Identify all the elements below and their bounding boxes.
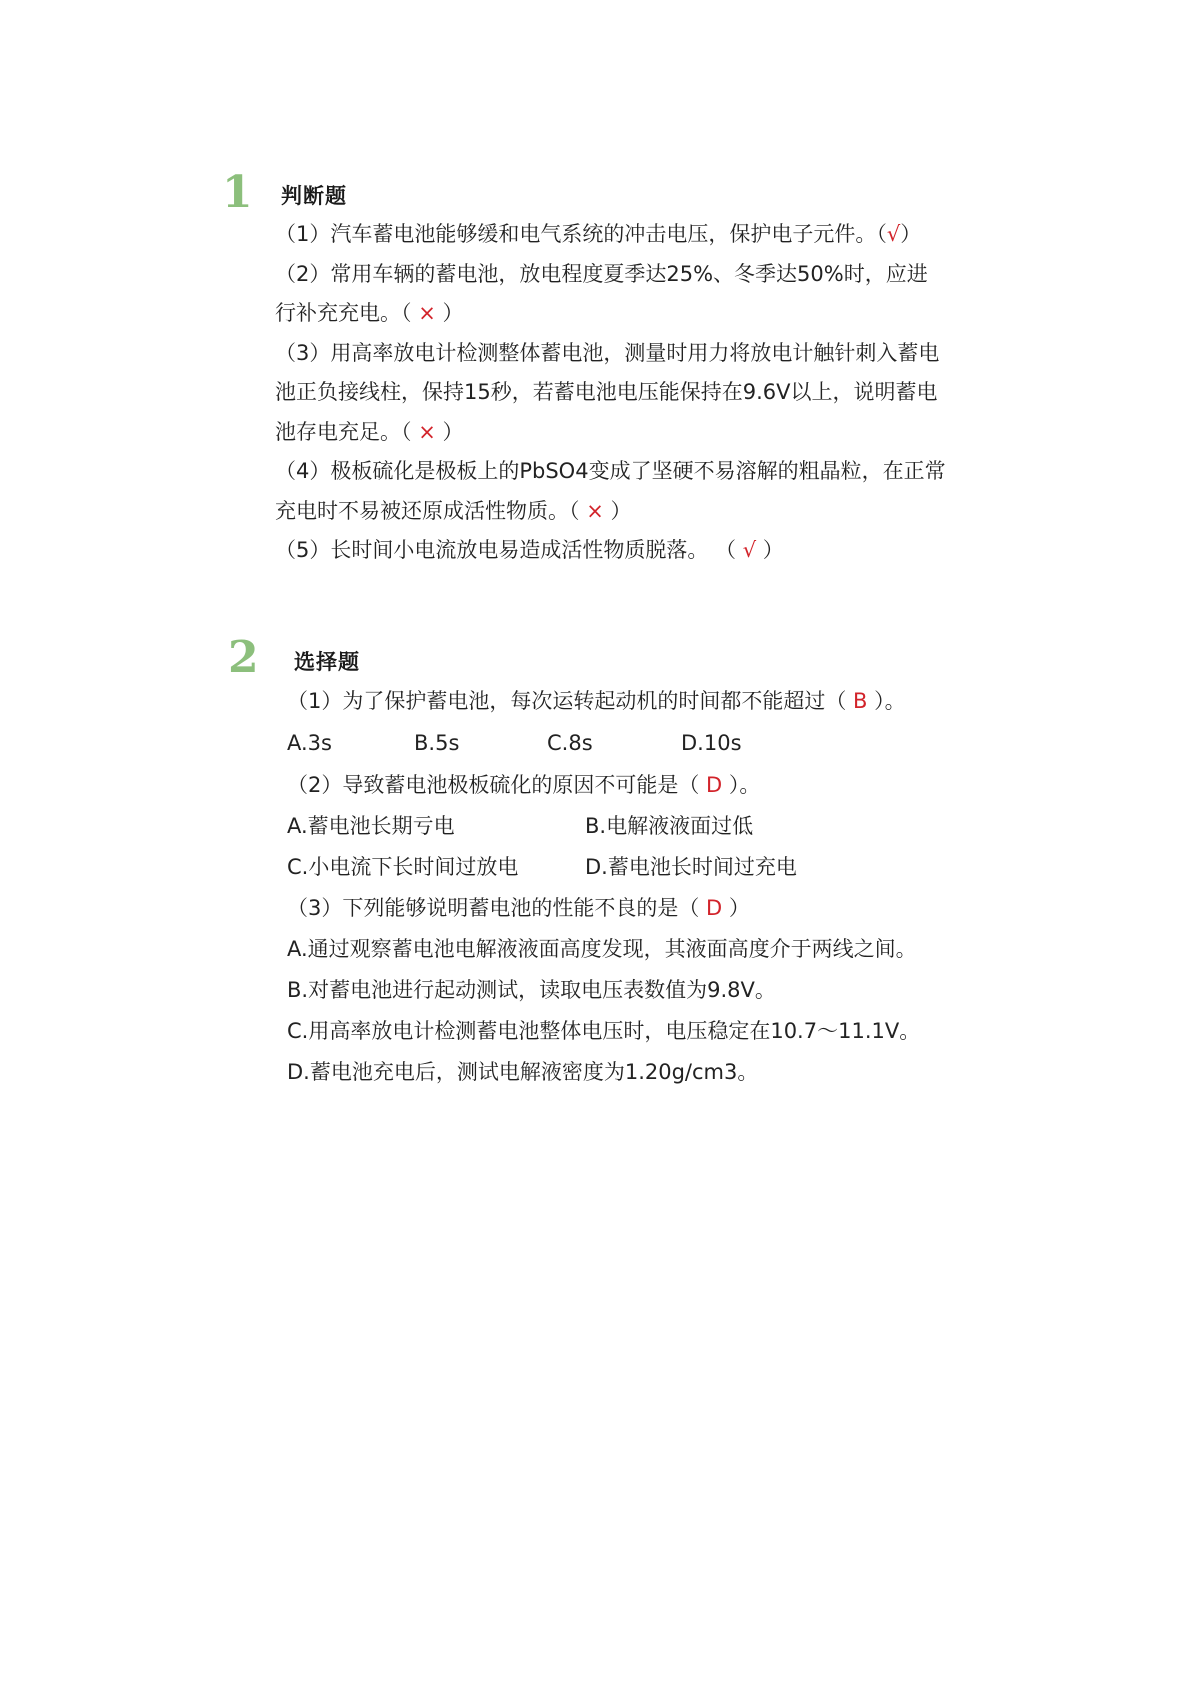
question-text: （3）下列能够说明蓄电池的性能不良的是（: [287, 896, 707, 920]
question-text-post: ）。: [867, 689, 906, 713]
tf-text: 池正负接线柱，保持15秒，若蓄电池电压能保持在9.6V以上，说明蓄电: [275, 380, 938, 404]
tf-line-6: [275, 417, 463, 447]
tf-text: （1）汽车蓄电池能够缓和电气系统的冲击电压，保护电子元件。（: [275, 222, 887, 246]
question-answer: D: [706, 773, 723, 797]
tf-text: （5）长时间小电流放电易造成活性物质脱落。 （: [275, 538, 743, 562]
tf-text: 行补充充电。（: [275, 301, 419, 325]
option-c: C.8s: [547, 731, 593, 755]
tf-text: （4）极板硫化是极板上的PbSO4变成了坚硬不易溶解的粗晶粒，在正常: [275, 459, 946, 483]
tf-text-post: ）: [603, 499, 632, 523]
section-number-2: 2: [228, 632, 259, 683]
tf-text: （2）常用车辆的蓄电池，放电程度夏季达25%、冬季达50%时，应进: [275, 262, 928, 286]
tf-answer: ×: [418, 420, 436, 444]
mc-question-3: [287, 893, 750, 923]
tf-text-post: ）: [900, 222, 922, 246]
option-d: D.蓄电池长时间过充电: [585, 855, 797, 879]
tf-line-8: [275, 496, 631, 526]
tf-line-9: [275, 535, 784, 565]
tf-answer: √: [742, 538, 757, 562]
question-answer: D: [706, 896, 723, 920]
section-title-2: 选择题: [294, 650, 360, 674]
tf-answer: ×: [586, 499, 604, 523]
option-c: C.小电流下长时间过放电: [287, 855, 519, 879]
tf-text-post: ）: [435, 301, 464, 325]
tf-answer: ×: [418, 301, 436, 325]
option-b: B.对蓄电池进行起动测试，读取电压表数值为9.8V。: [287, 978, 776, 1002]
option-a: A.通过观察蓄电池电解液液面高度发现，其液面高度介于两线之间。: [287, 937, 917, 961]
tf-line-5: [275, 377, 937, 407]
question-text-post: ）。: [722, 773, 761, 797]
option-a: A.蓄电池长期亏电: [287, 814, 455, 838]
tf-text: （3）用高率放电计检测整体蓄电池，测量时用力将放电计触针刺入蓄电: [275, 341, 940, 365]
option-b: B.5s: [414, 731, 460, 755]
question-text: （1）为了保护蓄电池，每次运转起动机的时间都不能超过（: [287, 689, 854, 713]
tf-line-4: [275, 338, 939, 368]
section-title-1: 判断题: [281, 184, 347, 208]
option-d: D.10s: [681, 731, 742, 755]
tf-text: 池存电充足。（: [275, 420, 419, 444]
option-b: B.电解液液面过低: [585, 814, 754, 838]
option-a: A.3s: [287, 731, 332, 755]
tf-line-2: [275, 259, 928, 289]
question-answer: B: [853, 689, 868, 713]
question-text: （2）导致蓄电池极板硫化的原因不可能是（: [287, 773, 707, 797]
mc-question-2: [287, 770, 760, 800]
tf-text-post: ）: [435, 420, 464, 444]
tf-text: 充电时不易被还原成活性物质。（: [275, 499, 587, 523]
tf-line-3: [275, 298, 463, 328]
section-number-1: 1: [222, 167, 253, 218]
option-d: D.蓄电池充电后，测试电解液密度为1.20g/cm3。: [287, 1060, 759, 1084]
mc-question-1: [287, 686, 906, 716]
tf-line-1: [275, 219, 921, 249]
option-c: C.用高率放电计检测蓄电池整体电压时，电压稳定在10.7～11.1V。: [287, 1019, 921, 1043]
question-text-post: ）: [722, 896, 750, 920]
tf-line-7: [275, 456, 946, 486]
tf-text-post: ）: [756, 538, 784, 562]
tf-answer: √: [886, 222, 901, 246]
